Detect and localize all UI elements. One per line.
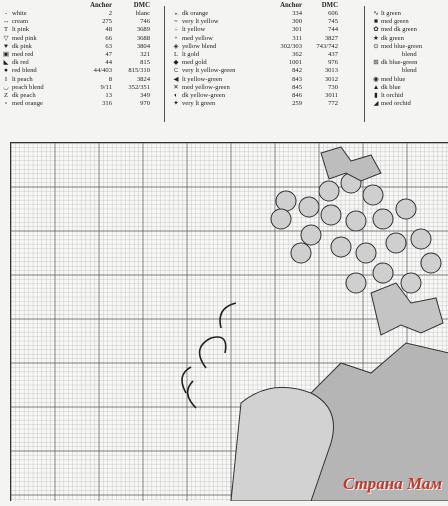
color-name: med dk green	[381, 26, 417, 34]
legend-row	[2, 43, 160, 51]
legend-row	[172, 84, 340, 92]
dmc-code: 3824	[136, 75, 150, 83]
stitch-symbol-icon: ▲	[372, 83, 380, 91]
color-name: med blue	[381, 75, 406, 83]
anchor-code: 47	[105, 50, 112, 58]
anchor-code: 316	[102, 100, 112, 108]
stitch-symbol-icon: ◆	[173, 59, 179, 67]
stitch-symbol-icon: ◣	[3, 59, 9, 67]
anchor-code: 301	[292, 26, 302, 34]
stitch-symbol-icon: L	[173, 50, 179, 58]
grape-motif	[421, 253, 441, 273]
grape-motif	[321, 205, 341, 225]
legend-row	[372, 43, 448, 51]
color-name: very lt yellow-green	[182, 67, 236, 75]
legend-row	[372, 67, 448, 75]
dmc-header: DMC	[133, 2, 150, 9]
stitch-symbol-icon: ⊞	[373, 59, 379, 67]
color-name: med yellow	[182, 34, 213, 42]
stitch-symbol-icon: ▮	[374, 91, 378, 99]
anchor-header: Anchor	[90, 2, 112, 9]
stitch-symbol-icon: ♥	[4, 42, 8, 50]
color-name: med pink	[12, 34, 37, 42]
legend-row	[372, 84, 448, 92]
grape-motif	[373, 263, 393, 283]
grape-motif	[401, 273, 421, 293]
stitch-symbol-icon: Z	[3, 91, 9, 99]
grape-motif	[331, 237, 351, 257]
legend-row	[372, 51, 448, 59]
dmc-code: 437	[328, 50, 338, 58]
legend-row	[2, 26, 160, 34]
anchor-header: Anchor	[280, 2, 302, 9]
anchor-code: 9/11	[100, 83, 112, 91]
stitch-symbol-icon: ▽	[3, 34, 9, 42]
dmc-code: 970	[140, 100, 150, 108]
dmc-code: 976	[328, 59, 338, 67]
color-name: lt orchid	[381, 91, 404, 99]
dmc-code: 743/742	[316, 42, 338, 50]
color-name: dk orange	[182, 10, 209, 17]
grape-motif	[386, 233, 406, 253]
dmc-code: 352/351	[128, 83, 150, 91]
color-name: med orange	[12, 100, 43, 108]
legend-row	[172, 10, 340, 18]
grape-motif	[356, 243, 376, 263]
stitch-symbol-icon: «	[174, 10, 178, 17]
stitch-symbol-icon: ◐	[174, 91, 178, 99]
dmc-code: 349	[140, 91, 150, 99]
color-name: dk yellow-green	[182, 91, 226, 99]
anchor-code: 302/303	[280, 42, 302, 50]
legend-row	[372, 26, 448, 34]
grape-motif	[363, 185, 383, 205]
legend-header	[2, 2, 160, 10]
legend-row	[2, 35, 160, 43]
dmc-code: 3804	[136, 42, 150, 50]
legend-divider-2	[364, 6, 365, 122]
dmc-code: 3689	[136, 26, 150, 34]
color-name: blend	[402, 50, 417, 58]
color-name: blend	[402, 67, 417, 75]
color-name: lt yellow	[182, 26, 206, 34]
stitch-symbol-icon: ★	[373, 34, 379, 42]
dmc-code: 3012	[324, 75, 338, 83]
stitch-symbol-icon: ■	[374, 18, 378, 26]
legend-row	[172, 92, 340, 100]
anchor-code: 846	[292, 91, 302, 99]
grape-motif	[291, 243, 311, 263]
dmc-code: 772	[328, 100, 338, 108]
dmc-code: 745	[328, 18, 338, 26]
dmc-code: 3011	[325, 91, 338, 99]
legend-row	[372, 76, 448, 84]
dmc-code: 746	[140, 18, 150, 26]
legend-row	[172, 26, 340, 34]
legend-row	[2, 100, 160, 108]
grape-motif	[301, 225, 321, 245]
color-name: cream	[12, 18, 29, 26]
legend-row	[2, 84, 160, 92]
legend-column-1	[2, 2, 160, 108]
anchor-code: 259	[292, 100, 302, 108]
grape-motif	[271, 209, 291, 229]
anchor-code: 334	[292, 10, 302, 17]
stitch-symbol-icon: ✕	[173, 83, 179, 91]
legend-row	[2, 67, 160, 75]
dmc-code: 815/310	[128, 67, 150, 75]
anchor-code: 44/403	[93, 67, 112, 75]
anchor-code: 1001	[288, 59, 302, 67]
color-name: med green	[381, 18, 409, 26]
dmc-code: 3688	[136, 34, 150, 42]
legend-row	[372, 59, 448, 67]
legend-row	[372, 18, 448, 26]
color-name: red blend	[12, 67, 37, 75]
color-name: dk blue-green	[381, 59, 418, 67]
anchor-code: 300	[292, 18, 302, 26]
grape-motif	[346, 273, 366, 293]
legend-row	[172, 76, 340, 84]
color-name: lt gold	[182, 50, 200, 58]
legend-row	[372, 10, 448, 18]
stitch-symbol-icon: ◢	[373, 100, 379, 108]
legend-row	[2, 59, 160, 67]
legend-row	[172, 59, 340, 67]
cross-stitch-chart	[10, 142, 448, 501]
stitch-symbol-icon: T	[3, 26, 9, 34]
color-name: lt green	[381, 10, 401, 17]
stitch-symbol-icon: +	[174, 34, 178, 42]
color-name: lt peach	[12, 75, 33, 83]
legend-row	[172, 18, 340, 26]
legend-row	[372, 100, 448, 108]
anchor-code: 63	[105, 42, 112, 50]
stitch-symbol-icon: ●	[4, 67, 8, 75]
stitch-symbol-icon: ∿	[373, 10, 379, 17]
legend-column-2	[172, 2, 340, 108]
color-name: dk blue	[381, 83, 401, 91]
site-watermark: Страна Мам	[342, 474, 442, 493]
chart-grid	[11, 143, 448, 501]
anchor-code: 275	[102, 18, 112, 26]
anchor-code: 2	[108, 10, 112, 17]
dmc-code: 3827	[324, 34, 338, 42]
grape-motif	[346, 211, 366, 231]
anchor-code: 311	[292, 34, 302, 42]
legend-row	[172, 67, 340, 75]
legend-row	[172, 51, 340, 59]
anchor-code: 44	[105, 59, 112, 67]
color-legend	[0, 0, 448, 140]
stitch-symbol-icon: I	[4, 75, 8, 83]
grape-motif	[396, 199, 416, 219]
color-name: lt yellow-green	[182, 75, 223, 83]
color-name: dk pink	[12, 42, 32, 50]
stitch-symbol-icon: ✦	[173, 100, 179, 108]
legend-row	[2, 92, 160, 100]
anchor-code: 48	[105, 26, 112, 34]
stitch-symbol-icon: ▣	[2, 50, 10, 58]
grape-motif	[299, 197, 319, 217]
color-name: lt pink	[12, 26, 30, 34]
stitch-symbol-icon: ↔	[2, 18, 10, 26]
stitch-symbol-icon: ◀	[173, 75, 179, 83]
anchor-code: 842	[292, 67, 302, 75]
color-name: med yellow-green	[182, 83, 230, 91]
color-name: dk green	[381, 34, 404, 42]
legend-row	[2, 18, 160, 26]
color-name: very lt green	[182, 100, 216, 108]
color-name: dk peach	[12, 91, 36, 99]
legend-header	[172, 2, 340, 10]
legend-row	[2, 76, 160, 84]
color-name: med red	[12, 50, 34, 58]
dmc-code: 3013	[324, 67, 338, 75]
stitch-symbol-icon: ◡	[3, 83, 9, 91]
stitch-symbol-icon: ✿	[373, 26, 379, 34]
legend-row	[372, 92, 448, 100]
dmc-code: 606	[328, 10, 338, 17]
color-name: peach blend	[12, 83, 44, 91]
dmc-code: blanc	[135, 10, 150, 17]
legend-row	[2, 51, 160, 59]
dmc-code: 815	[140, 59, 150, 67]
color-name: very lt yellow	[182, 18, 219, 26]
stitch-symbol-icon: ▫	[4, 100, 8, 108]
grape-motif	[276, 191, 296, 211]
legend-divider-1	[164, 6, 165, 122]
stitch-symbol-icon: ⊙	[373, 42, 379, 50]
legend-row	[372, 35, 448, 43]
dmc-code: 321	[140, 50, 150, 58]
color-name: yellow blend	[182, 42, 217, 50]
anchor-code: 845	[292, 83, 302, 91]
stitch-symbol-icon: ÷	[174, 26, 178, 34]
stitch-symbol-icon: =	[174, 18, 178, 26]
color-name: med blue-green	[381, 42, 423, 50]
legend-row	[172, 100, 340, 108]
color-name: med gold	[182, 59, 207, 67]
grape-motif	[319, 181, 339, 201]
legend-row	[172, 43, 340, 51]
dmc-header: DMC	[321, 2, 338, 9]
anchor-code: 8	[108, 75, 112, 83]
dmc-code: 744	[328, 26, 338, 34]
anchor-code: 843	[292, 75, 302, 83]
color-name: white	[12, 10, 27, 17]
stitch-symbol-icon: ◈	[173, 42, 179, 50]
anchor-code: 13	[105, 91, 112, 99]
anchor-code: 66	[105, 34, 112, 42]
color-name: dk red	[12, 59, 29, 67]
legend-column-3	[372, 10, 448, 108]
stitch-symbol-icon: ◉	[373, 75, 379, 83]
legend-row	[172, 35, 340, 43]
color-name: med orchid	[381, 100, 411, 108]
dmc-code: 730	[328, 83, 338, 91]
legend-row	[2, 10, 160, 18]
stitch-symbol-icon: -	[4, 10, 8, 17]
grape-motif	[373, 209, 393, 229]
grape-motif	[411, 229, 431, 249]
stitch-symbol-icon: ⊂	[173, 67, 179, 75]
anchor-code: 362	[292, 50, 302, 58]
